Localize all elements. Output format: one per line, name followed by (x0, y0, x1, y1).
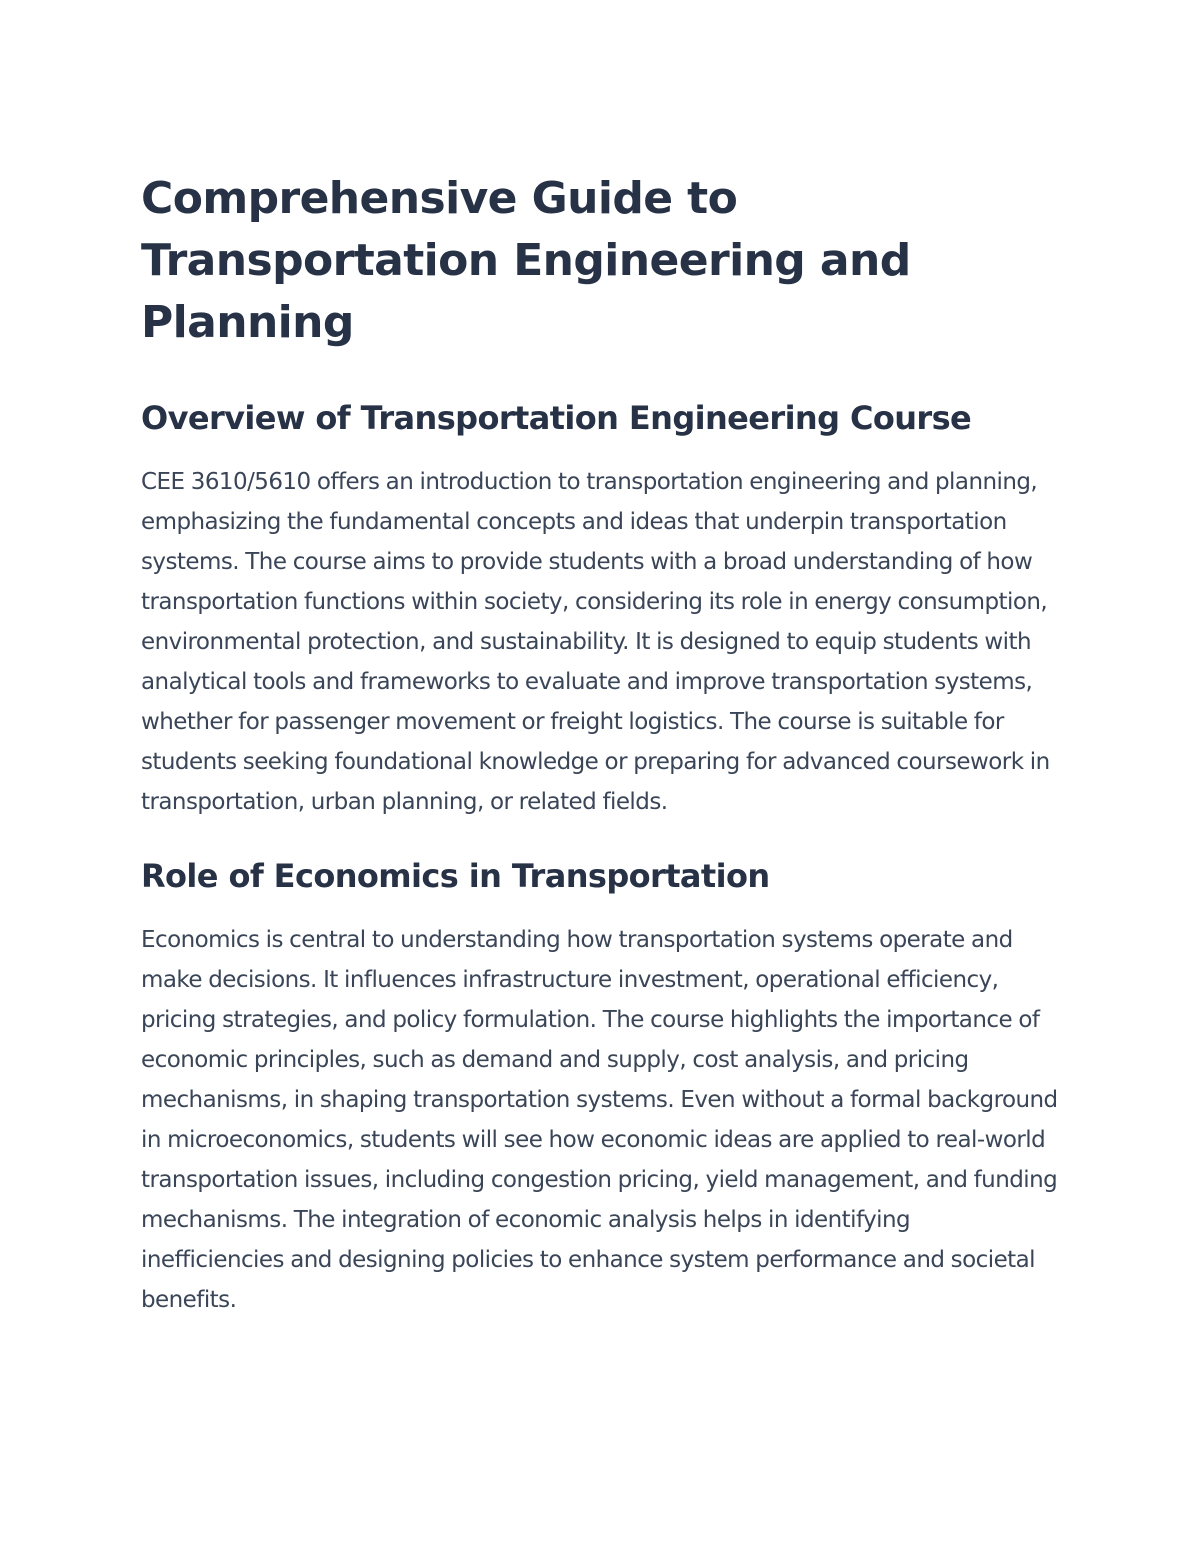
document-content (141, 168, 1059, 1320)
section-heading-overview: Overview of Transportation Engineering Course (141, 399, 972, 437)
document-title: Comprehensive Guide to Transportation Engineering and Planning (141, 173, 911, 348)
section-paragraph-overview: CEE 3610/5610 offers an introduction to transportation engineering and planning, emphasizing the fundamental concepts and ideas that underpin transportation systems. The course aims to provide students with a broad understanding of how transportation functions within society, considering its role in energy consumption, environmental protection, and sustainability. It is designed to equip students with analytical tools and frameworks to evaluate and improve transportation systems, whether for passenger movement or freight logistics. The course is suitable for students seeking foundational knowledge or preparing for advanced coursework in transportation, urban planning, or related fields. (141, 469, 1050, 815)
section-paragraph-economics: Economics is central to understanding how transportation systems operate and make decisions. It influences infrastructure investment, operational efficiency, pricing strategies, and policy formulation. The course highlights the importance of economic principles, such as demand and supply, cost analysis, and pricing mechanisms, in shaping transportation systems. Even without a formal background in microeconomics, students will see how economic ideas are applied to real-world transportation issues, including congestion pricing, yield management, and funding mechanisms. The integration of economic analysis helps in identifying inefficiencies and designing policies to enhance system performance and societal benefits. (141, 927, 1058, 1313)
section-heading-economics: Role of Economics in Transportation (141, 857, 770, 895)
